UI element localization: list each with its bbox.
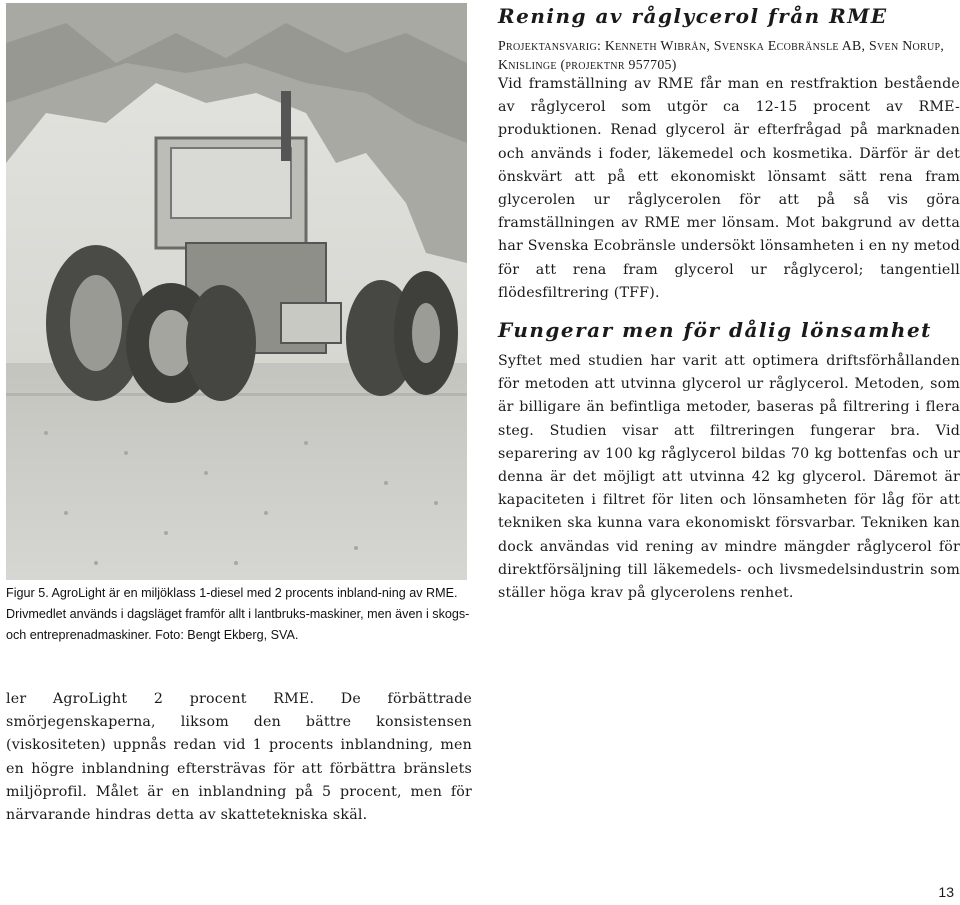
section-body-lonsamhet: Syftet med studien har varit att optimera driftsförhållanden för metoden att utvinna glycerol ur råglycerol. Metoden, som är billigare än befintliga metoder, baseras på filtrering i flera steg. Studien visar att filtreringen fungerar bra. Vid separering av 100 kg råglycerol bildas 70 kg bottenfas och ur denna är det möjligt att utvinna 42 kg glycerol. Däremot är kapaciteten i filtret för liten och lönsamheten för låg för att tekniken ska kunna vara ekonomiskt försvarbar. Tekniken kan dock användas vid rening av mindre mängder råglycerol för direktförsäljning till läkemedels- och livsmedelsindustrin som ställer höga krav på glycerolens renhet.	[498, 353, 960, 602]
page-number: 13	[938, 884, 954, 900]
caption-text: Figur 5. AgroLight är en miljöklass 1-diesel med 2 procents inbland-ning av RME. Drivmedlet används i dagsläget framför allt i lantbruks-maskiner, men även i skogs- och entreprenadmaskiner. Foto: Bengt Ekberg, SVA.	[6, 586, 470, 642]
figure-caption	[6, 583, 476, 646]
section-heading-rening: Rening av råglycerol från RME	[498, 4, 888, 28]
project-credits: Projektansvarig: Kenneth Wibrån, Svenska Ecobränsle AB, Sven Norup, Knislinge (projektnr 957705)	[498, 38, 945, 72]
section-heading-lonsamhet: Fungerar men för dålig lönsamhet	[498, 318, 932, 342]
tractor-photo	[6, 3, 467, 580]
section-body-rening: Vid framställning av RME får man en restfraktion bestående av råglycerol som utgör ca 12-15 procent av RME-produktionen. Renad glycerol är efterfrågad på marknaden och används i foder, läkemedel och kosmetika. Därför är det önskvärt att på ett ekonomiskt lönsamt sätt rena fram glycerolen ur råglycerolen för att på så vis göra framställningen av RME mer lönsam. Mot bakgrund av detta har Svenska Ecobränsle undersökt lönsamheten i en ny metod för att rena fram glycerol ur råglycerol; tangentiell flödesfiltrering (TFF).	[498, 76, 960, 301]
continuation-paragraph: ler AgroLight 2 procent RME. De förbättrade smörjegenskaperna, liksom den bättre konsistensen (viskositeten) uppnås redan vid 1 procents inblandning, men en högre inblandning eftersträvas för att förbättra bränslets miljöprofil. Målet är en inblandning på 5 procent, men för närvarande hindras detta av skattetekniska skäl.	[6, 691, 472, 824]
